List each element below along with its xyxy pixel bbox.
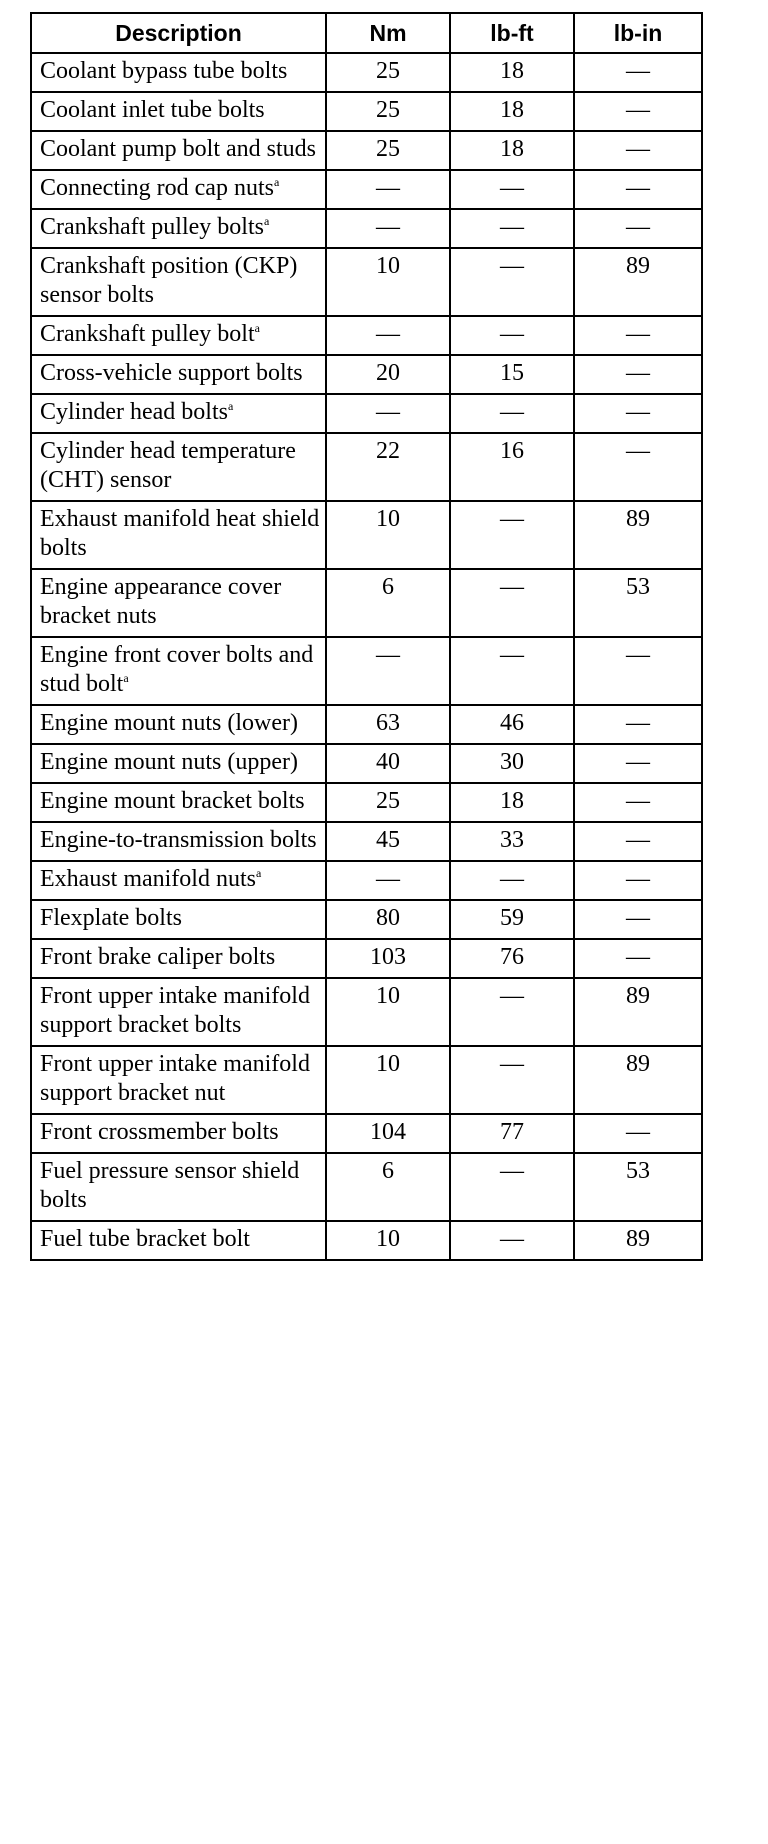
lb-in-cell: — (574, 1114, 702, 1153)
lb-in-cell: 89 (574, 501, 702, 569)
lb-ft-cell: — (450, 1046, 574, 1114)
description-cell (31, 900, 326, 939)
table-row (31, 978, 702, 1046)
header-lb-ft: lb-ft (450, 13, 574, 53)
description-cell (31, 131, 326, 170)
lb-ft-cell: — (450, 316, 574, 355)
table-row (31, 92, 702, 131)
description-cell (31, 355, 326, 394)
description-cell (31, 433, 326, 501)
table-row (31, 637, 702, 705)
lb-in-cell: 53 (574, 569, 702, 637)
description-cell (31, 744, 326, 783)
lb-ft-cell: — (450, 637, 574, 705)
description-cell (31, 248, 326, 316)
nm-cell: 63 (326, 705, 450, 744)
description-cell (31, 501, 326, 569)
description-cell (31, 394, 326, 433)
lb-ft-cell: — (450, 394, 574, 433)
lb-in-cell: 89 (574, 248, 702, 316)
description-text: Engine mount nuts (upper) (40, 749, 298, 775)
description-text: Cylinder head temperature (CHT) sensor (40, 438, 296, 493)
table-row (31, 53, 702, 92)
lb-in-cell: — (574, 170, 702, 209)
table-row (31, 900, 702, 939)
description-text: Exhaust manifold heat shield bolts (40, 506, 320, 561)
nm-cell: 80 (326, 900, 450, 939)
header-description: Description (31, 13, 326, 53)
table-row (31, 316, 702, 355)
description-cell (31, 783, 326, 822)
nm-cell: 10 (326, 978, 450, 1046)
lb-in-cell: 53 (574, 1153, 702, 1221)
nm-cell: — (326, 861, 450, 900)
lb-ft-cell: 33 (450, 822, 574, 861)
table-row (31, 939, 702, 978)
description-text: Engine mount bracket bolts (40, 788, 305, 814)
table-row (31, 1114, 702, 1153)
nm-cell: 6 (326, 1153, 450, 1221)
lb-ft-cell: 18 (450, 92, 574, 131)
lb-in-cell: — (574, 705, 702, 744)
description-text: Front brake caliper bolts (40, 944, 276, 970)
lb-in-cell: — (574, 131, 702, 170)
lb-in-cell: — (574, 355, 702, 394)
lb-ft-cell: — (450, 861, 574, 900)
description-cell (31, 705, 326, 744)
description-cell (31, 92, 326, 131)
lb-in-cell: 89 (574, 1221, 702, 1260)
lb-ft-cell: — (450, 1153, 574, 1221)
lb-ft-cell: — (450, 978, 574, 1046)
lb-in-cell: — (574, 744, 702, 783)
description-text: Fuel tube bracket bolt (40, 1226, 250, 1252)
nm-cell: 104 (326, 1114, 450, 1153)
lb-ft-cell: 77 (450, 1114, 574, 1153)
description-text: Flexplate bolts (40, 905, 182, 931)
lb-ft-cell: 46 (450, 705, 574, 744)
footnote-marker: a (227, 399, 234, 413)
description-text: Coolant pump bolt and studs (40, 136, 316, 162)
table-row (31, 170, 702, 209)
description-text: Fuel pressure sensor shield bolts (40, 1158, 300, 1213)
lb-ft-cell: 16 (450, 433, 574, 501)
nm-cell: — (326, 637, 450, 705)
description-text: Engine-to-transmission bolts (40, 827, 317, 853)
table-row (31, 248, 702, 316)
nm-cell: 10 (326, 1221, 450, 1260)
nm-cell: 25 (326, 92, 450, 131)
table-row (31, 501, 702, 569)
lb-ft-cell: 30 (450, 744, 574, 783)
lb-ft-cell: 15 (450, 355, 574, 394)
lb-in-cell: — (574, 53, 702, 92)
description-text: Exhaust manifold nuts (40, 866, 256, 892)
description-cell (31, 569, 326, 637)
nm-cell: — (326, 394, 450, 433)
footnote-marker: a (255, 866, 262, 880)
description-text: Front upper intake manifold support bracket nut (40, 1051, 310, 1106)
lb-in-cell: 89 (574, 978, 702, 1046)
description-text: Coolant bypass tube bolts (40, 58, 288, 84)
description-cell (31, 939, 326, 978)
nm-cell: 25 (326, 783, 450, 822)
description-text: Coolant inlet tube bolts (40, 97, 265, 123)
table-row (31, 1153, 702, 1221)
lb-in-cell: — (574, 92, 702, 131)
lb-ft-cell: 18 (450, 131, 574, 170)
description-text: Engine appearance cover bracket nuts (40, 574, 282, 629)
header-nm: Nm (326, 13, 450, 53)
nm-cell: 40 (326, 744, 450, 783)
lb-ft-cell: — (450, 569, 574, 637)
lb-in-cell: — (574, 433, 702, 501)
nm-cell: 25 (326, 131, 450, 170)
lb-ft-cell: — (450, 501, 574, 569)
footnote-marker: a (273, 175, 280, 189)
torque-spec-document (30, 12, 703, 1261)
description-cell (31, 822, 326, 861)
nm-cell: 22 (326, 433, 450, 501)
description-cell (31, 170, 326, 209)
description-cell (31, 861, 326, 900)
lb-in-cell: — (574, 861, 702, 900)
lb-in-cell: — (574, 316, 702, 355)
nm-cell: 25 (326, 53, 450, 92)
lb-ft-cell: 18 (450, 783, 574, 822)
nm-cell: 10 (326, 1046, 450, 1114)
lb-in-cell: — (574, 637, 702, 705)
lb-ft-cell: — (450, 248, 574, 316)
description-cell (31, 209, 326, 248)
nm-cell: — (326, 316, 450, 355)
description-cell (31, 53, 326, 92)
description-cell (31, 1153, 326, 1221)
header-lb-in: lb-in (574, 13, 702, 53)
nm-cell: 10 (326, 501, 450, 569)
table-row (31, 355, 702, 394)
nm-cell: 10 (326, 248, 450, 316)
table-row (31, 783, 702, 822)
table-row (31, 705, 702, 744)
lb-ft-cell: — (450, 209, 574, 248)
table-row (31, 569, 702, 637)
description-cell (31, 1114, 326, 1153)
nm-cell: 20 (326, 355, 450, 394)
table-row (31, 1221, 702, 1260)
description-text: Cross-vehicle support bolts (40, 360, 303, 386)
table-header (31, 13, 702, 53)
table-row (31, 744, 702, 783)
table-row (31, 861, 702, 900)
torque-spec-table (30, 12, 703, 1261)
nm-cell: — (326, 170, 450, 209)
table-row (31, 1046, 702, 1114)
description-cell (31, 1046, 326, 1114)
lb-in-cell: — (574, 394, 702, 433)
description-cell (31, 637, 326, 705)
lb-ft-cell: 59 (450, 900, 574, 939)
description-text: Crankshaft pulley bolts (40, 214, 264, 240)
nm-cell: — (326, 209, 450, 248)
table-body (31, 53, 702, 1260)
nm-cell: 103 (326, 939, 450, 978)
description-cell (31, 1221, 326, 1260)
description-text: Front upper intake manifold support bracket bolts (40, 983, 310, 1038)
description-text: Connecting rod cap nuts (40, 175, 274, 201)
table-row (31, 822, 702, 861)
table-row (31, 209, 702, 248)
footnote-marker: a (123, 671, 129, 685)
description-text: Engine front cover bolts and stud bolt (40, 642, 314, 697)
lb-in-cell: — (574, 209, 702, 248)
footnote-marker: a (254, 321, 260, 335)
lb-in-cell: 89 (574, 1046, 702, 1114)
lb-ft-cell: 76 (450, 939, 574, 978)
description-cell (31, 316, 326, 355)
nm-cell: 45 (326, 822, 450, 861)
description-cell (31, 978, 326, 1046)
description-text: Front crossmember bolts (40, 1119, 279, 1145)
lb-ft-cell: — (450, 1221, 574, 1260)
table-row (31, 394, 702, 433)
description-text: Engine mount nuts (lower) (40, 710, 298, 736)
lb-in-cell: — (574, 900, 702, 939)
header-row (31, 13, 702, 53)
footnote-marker: a (263, 214, 270, 228)
lb-ft-cell: — (450, 170, 574, 209)
nm-cell: 6 (326, 569, 450, 637)
table-row (31, 433, 702, 501)
lb-in-cell: — (574, 783, 702, 822)
lb-ft-cell: 18 (450, 53, 574, 92)
description-text: Crankshaft pulley bolt (40, 321, 255, 347)
lb-in-cell: — (574, 939, 702, 978)
description-text: Crankshaft position (CKP) sensor bolts (40, 253, 298, 308)
table-row (31, 131, 702, 170)
description-text: Cylinder head bolts (40, 399, 228, 425)
lb-in-cell: — (574, 822, 702, 861)
